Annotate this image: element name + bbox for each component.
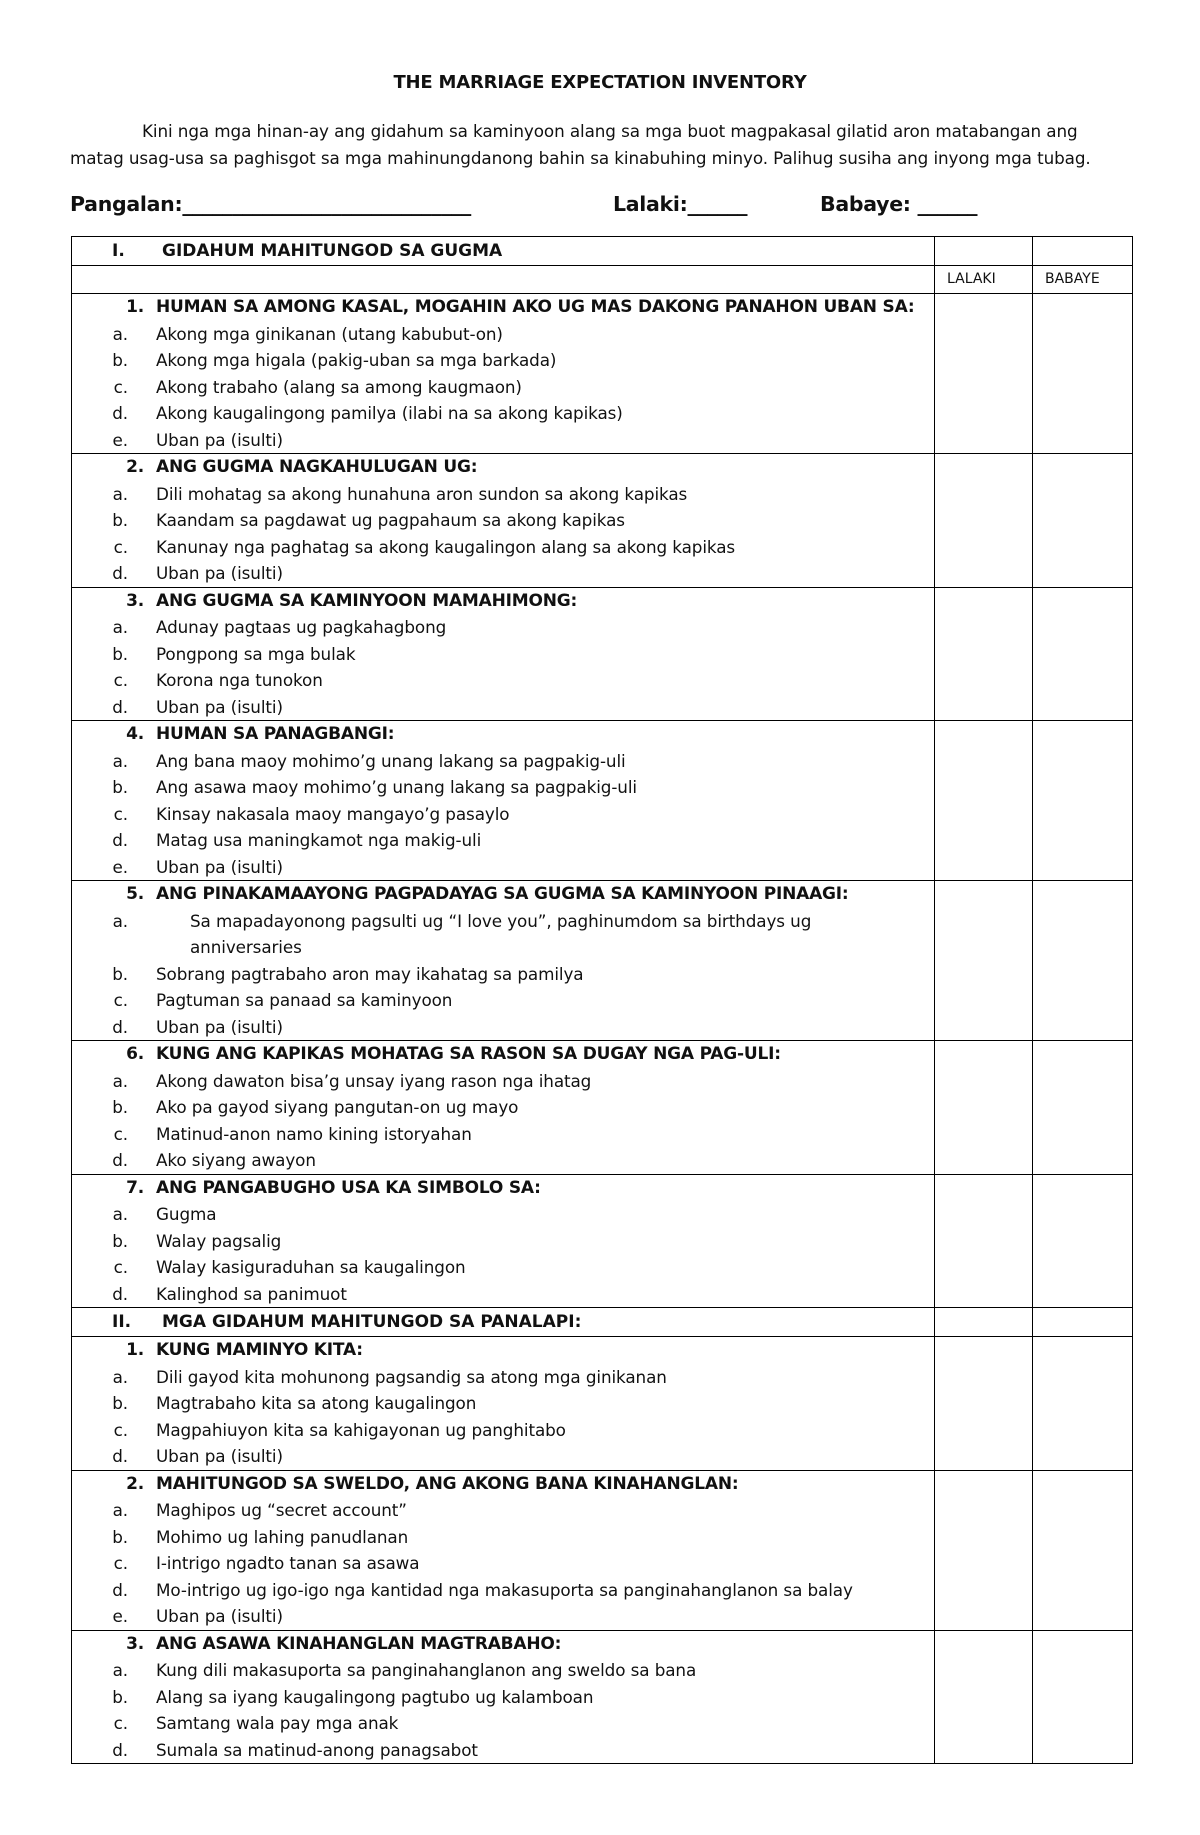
- option-item: [72, 481, 934, 508]
- option-text: Magpahiuyon kita sa kahigayonan ug panghitabo: [156, 1419, 566, 1440]
- option-letter: d.: [112, 1739, 128, 1760]
- option-text: Gugma: [156, 1204, 217, 1224]
- option-text: Akong mga higala (pakig-uban sa mga barkada): [156, 350, 557, 370]
- option-letter: e.: [112, 1606, 128, 1626]
- question-row: [72, 1470, 1133, 1630]
- question-text: ANG ASAWA KINAHANGLAN MAGTRABAHO:: [156, 1633, 562, 1654]
- option-letter: a.: [112, 483, 128, 504]
- question-heading: [72, 1041, 934, 1068]
- question-row: [72, 1337, 1133, 1471]
- question-heading: [72, 881, 934, 908]
- section-title-cell: [72, 237, 935, 266]
- option-item: [72, 1417, 934, 1444]
- intro-line: Kini nga mga hinan-ay ang gidahum sa kaminyoon alang sa mga buot magpakasal gilatid aron matabangan ang: [142, 121, 1078, 141]
- male-field[interactable]: Lalaki:______: [613, 192, 748, 216]
- option-letter: a.: [112, 617, 128, 637]
- option-letter: c.: [113, 536, 128, 557]
- option-item: [72, 1443, 934, 1470]
- option-text: Akong dawaton bisa’g unsay iyang rason nga ihatag: [156, 1070, 592, 1091]
- option-text: Uban pa (isulti): [156, 429, 283, 450]
- option-letter: d.: [112, 830, 128, 850]
- option-item: [72, 534, 934, 561]
- section-number: II.: [112, 1312, 132, 1332]
- section-title-cell: [72, 1308, 935, 1337]
- option-text: Sa mapadayonong pagsulti ug “I love you”, paghinumdom sa birthdays ug anniversaries: [190, 910, 812, 957]
- question-heading: [72, 588, 934, 615]
- option-text: Akong trabaho (alang sa among kaugmaon): [156, 376, 522, 397]
- option-letter: b.: [112, 1097, 128, 1117]
- option-text: Adunay pagtaas ug pagkahagbong: [156, 617, 447, 637]
- section-header-row: [72, 1308, 1133, 1337]
- question-cell: [72, 1337, 935, 1471]
- answer-cell-male[interactable]: [935, 1630, 1033, 1764]
- option-text: Maghipos ug “secret account”: [156, 1500, 407, 1520]
- answer-cell-female[interactable]: [1033, 587, 1133, 721]
- question-row: [72, 587, 1133, 721]
- answer-cell-male[interactable]: [935, 1470, 1033, 1630]
- option-letter: a.: [112, 323, 128, 344]
- option-text: Mo-intrigo ug igo-igo nga kantidad nga makasuporta sa panginahanglanon sa balay: [156, 1579, 853, 1600]
- option-item: [72, 1201, 934, 1228]
- option-item: [72, 748, 934, 775]
- column-header-male: LALAKI: [935, 266, 1033, 294]
- section-male-cell: [935, 1308, 1033, 1337]
- option-letter: a.: [112, 1500, 128, 1520]
- option-item: [72, 1603, 934, 1630]
- option-letter: a.: [112, 1660, 128, 1680]
- question-number: 3.: [126, 1633, 144, 1654]
- question-text: HUMAN SA AMONG KASAL, MOGAHIN AKO UG MAS DAKONG PANAHON UBAN SA:: [156, 297, 915, 317]
- option-letter: e.: [112, 856, 128, 877]
- option-text: Alang sa iyang kaugalingong pagtubo ug kalamboan: [156, 1686, 594, 1707]
- question-heading: [72, 454, 934, 481]
- question-cell: [72, 294, 935, 454]
- option-letter: b.: [112, 1686, 128, 1707]
- question-number: 2.: [126, 1473, 144, 1494]
- option-item: [72, 1390, 934, 1417]
- answer-cell-female[interactable]: [1033, 454, 1133, 588]
- answer-cell-male[interactable]: [935, 1174, 1033, 1308]
- option-item: [72, 560, 934, 587]
- answer-cell-female[interactable]: [1033, 1174, 1133, 1308]
- option-text: Ako siyang awayon: [156, 1150, 316, 1170]
- answer-cell-male[interactable]: [935, 1337, 1033, 1471]
- option-text: Magtrabaho kita sa atong kaugalingon: [156, 1393, 477, 1413]
- option-item: [72, 1121, 934, 1148]
- option-item: [72, 694, 934, 721]
- option-item: [72, 827, 934, 854]
- option-item: [72, 507, 934, 534]
- option-text: Matinud-anon namo kining istoryahan: [156, 1123, 472, 1144]
- question-text: HUMAN SA PANAGBANGI:: [156, 724, 395, 744]
- answer-cell-male[interactable]: [935, 1041, 1033, 1175]
- option-text: Uban pa (isulti): [156, 856, 283, 877]
- question-number: 2.: [126, 457, 144, 477]
- option-letter: c.: [113, 1257, 128, 1277]
- option-item: [72, 1281, 934, 1308]
- question-cell: [72, 1470, 935, 1630]
- option-item: [72, 321, 934, 348]
- option-letter: a.: [112, 1070, 128, 1091]
- intro-line: matag usag-usa sa paghisgot sa mga mahinungdanong bahin sa kinabuhing minyo. Palihug susiha ang inyong mga tubag.: [70, 148, 1091, 168]
- option-item: [72, 1014, 934, 1041]
- section-male-cell: [935, 237, 1033, 266]
- answer-cell-female[interactable]: [1033, 881, 1133, 1041]
- option-text: Ako pa gayod siyang pangutan-on ug mayo: [156, 1097, 519, 1117]
- option-item: [72, 667, 934, 694]
- option-text: Uban pa (isulti): [156, 1446, 283, 1466]
- option-text: Dili mohatag sa akong hunahuna aron sundon sa akong kapikas: [156, 483, 688, 504]
- option-text: Akong mga ginikanan (utang kabubut-on): [156, 323, 503, 344]
- question-cell: [72, 1174, 935, 1308]
- option-letter: b.: [112, 643, 128, 664]
- option-item: [72, 1364, 934, 1391]
- column-header-row: [72, 266, 1133, 294]
- option-text: Kanunay nga paghatag sa akong kaugalingon alang sa akong kapikas: [156, 536, 736, 557]
- option-text: Sumala sa matinud-anong panagsabot: [156, 1739, 478, 1760]
- option-letter: d.: [112, 1283, 128, 1304]
- option-text: Kung dili makasuporta sa panginahanglanon ang sweldo sa bana: [156, 1660, 697, 1680]
- option-letter: e.: [112, 429, 128, 450]
- option-letter: b.: [112, 510, 128, 530]
- option-letter: d.: [112, 1579, 128, 1600]
- option-item: [72, 1497, 934, 1524]
- option-item: [72, 400, 934, 427]
- question-text: ANG GUGMA SA KAMINYOON MAMAHIMONG:: [156, 590, 578, 611]
- question-row: [72, 1630, 1133, 1764]
- question-row: [72, 881, 1133, 1041]
- question-heading: [72, 294, 934, 321]
- option-text: Ang asawa maoy mohimo’g unang lakang sa pagpakig-uli: [156, 777, 637, 797]
- question-number: 6.: [126, 1044, 144, 1064]
- option-text: I-intrigo ngadto tanan sa asawa: [156, 1553, 420, 1573]
- question-number: 1.: [126, 1340, 144, 1360]
- option-letter: d.: [112, 696, 128, 717]
- section-female-cell: [1033, 1308, 1133, 1337]
- question-cell: [72, 1630, 935, 1764]
- option-letter: c.: [113, 990, 128, 1010]
- answer-cell-male[interactable]: [935, 721, 1033, 881]
- option-item: [72, 1524, 934, 1551]
- option-text: Uban pa (isulti): [156, 1016, 283, 1037]
- option-item: [72, 1147, 934, 1174]
- question-number: 7.: [126, 1177, 144, 1198]
- question-heading: [72, 1337, 934, 1364]
- name-field[interactable]: Pangalan:_____________________________: [70, 192, 471, 216]
- option-item: [72, 347, 934, 374]
- option-letter: b.: [112, 1230, 128, 1251]
- option-letter: b.: [112, 1526, 128, 1547]
- option-letter: a.: [112, 910, 128, 931]
- answer-cell-male[interactable]: [935, 294, 1033, 454]
- question-text: ANG GUGMA NAGKAHULUGAN UG:: [156, 457, 478, 477]
- section-title: GIDAHUM MAHITUNGOD SA GUGMA: [162, 241, 503, 261]
- option-text: Akong kaugalingong pamilya (ilabi na sa akong kapikas): [156, 403, 623, 423]
- option-text: Ang bana maoy mohimo’g unang lakang sa pagpakig-uli: [156, 750, 626, 771]
- answer-cell-female[interactable]: [1033, 1337, 1133, 1471]
- option-letter: d.: [112, 563, 128, 583]
- option-item: [72, 614, 934, 641]
- answer-cell-female[interactable]: [1033, 1470, 1133, 1630]
- question-number: 4.: [126, 724, 144, 744]
- question-text: ANG PINAKAMAAYONG PAGPADAYAG SA GUGMA SA KAMINYOON PINAAGI:: [156, 884, 849, 904]
- question-row: [72, 721, 1133, 881]
- question-cell: [72, 587, 935, 721]
- answer-cell-male[interactable]: [935, 881, 1033, 1041]
- option-item: [72, 1577, 934, 1604]
- female-field[interactable]: Babaye: ______: [820, 192, 978, 216]
- option-item: [72, 427, 934, 454]
- option-text: Uban pa (isulti): [156, 563, 283, 583]
- option-letter: b.: [112, 1393, 128, 1413]
- column-header-female: BABAYE: [1033, 266, 1133, 294]
- option-letter: b.: [112, 350, 128, 370]
- option-item: [72, 987, 934, 1014]
- answer-cell-female[interactable]: [1033, 1041, 1133, 1175]
- option-item: [72, 1068, 934, 1095]
- answer-cell-male[interactable]: [935, 454, 1033, 588]
- option-letter: c.: [113, 1419, 128, 1440]
- answer-cell-female[interactable]: [1033, 721, 1133, 881]
- option-letter: b.: [112, 777, 128, 797]
- option-item: [72, 908, 934, 961]
- question-text: KUNG MAMINYO KITA:: [156, 1340, 363, 1360]
- question-cell: [72, 721, 935, 881]
- option-item: [72, 854, 934, 881]
- question-heading: [72, 1175, 934, 1202]
- option-letter: c.: [113, 803, 128, 824]
- question-number: 3.: [126, 590, 144, 611]
- option-letter: a.: [112, 1366, 128, 1387]
- question-cell: [72, 881, 935, 1041]
- option-item: [72, 1710, 934, 1737]
- question-row: [72, 294, 1133, 454]
- document-title: THE MARRIAGE EXPECTATION INVENTORY: [393, 72, 807, 93]
- option-item: [72, 1684, 934, 1711]
- section-number: I.: [112, 241, 125, 261]
- question-row: [72, 454, 1133, 588]
- option-text: Sobrang pagtrabaho aron may ikahatag sa pamilya: [156, 963, 584, 984]
- option-text: Kaandam sa pagdawat ug pagpahaum sa akong kapikas: [156, 510, 625, 530]
- option-item: [72, 801, 934, 828]
- option-text: Uban pa (isulti): [156, 696, 283, 717]
- option-letter: d.: [112, 1016, 128, 1037]
- option-item: [72, 961, 934, 988]
- question-cell: [72, 1041, 935, 1175]
- option-letter: a.: [112, 1204, 128, 1224]
- question-text: ANG PANGABUGHO USA KA SIMBOLO SA:: [156, 1177, 541, 1198]
- question-heading: [72, 1471, 934, 1498]
- respondent-fields: [0, 192, 1200, 222]
- option-text: Matag usa maningkamot nga makig-uli: [156, 830, 482, 850]
- question-heading: [72, 1631, 934, 1658]
- option-text: Dili gayod kita mohunong pagsandig sa atong mga ginikanan: [156, 1366, 667, 1387]
- option-text: Kinsay nakasala maoy mangayo’g pasaylo: [156, 803, 510, 824]
- intro-paragraph: [70, 118, 1132, 172]
- option-text: Uban pa (isulti): [156, 1606, 283, 1626]
- option-letter: a.: [112, 750, 128, 771]
- question-cell: [72, 454, 935, 588]
- section-title: MGA GIDAHUM MAHITUNGOD SA PANALAPI:: [162, 1312, 582, 1332]
- option-item: [72, 1550, 934, 1577]
- answer-cell-female[interactable]: [1033, 1630, 1133, 1764]
- question-number: 5.: [126, 884, 144, 904]
- question-row: [72, 1041, 1133, 1175]
- option-item: [72, 774, 934, 801]
- inventory-table: [71, 236, 1133, 1764]
- option-item: [72, 1094, 934, 1121]
- option-item: [72, 1737, 934, 1764]
- option-letter: d.: [112, 403, 128, 423]
- answer-cell-male[interactable]: [935, 587, 1033, 721]
- option-text: Kalinghod sa panimuot: [156, 1283, 347, 1304]
- option-item: [72, 374, 934, 401]
- option-item: [72, 1657, 934, 1684]
- column-header-blank: [72, 266, 935, 294]
- answer-cell-female[interactable]: [1033, 294, 1133, 454]
- option-text: Samtang wala pay mga anak: [156, 1713, 399, 1733]
- question-number: 1.: [126, 297, 144, 317]
- option-letter: d.: [112, 1150, 128, 1170]
- section-female-cell: [1033, 237, 1133, 266]
- option-text: Pongpong sa mga bulak: [156, 643, 356, 664]
- option-text: Korona nga tunokon: [156, 670, 323, 690]
- option-text: Pagtuman sa panaad sa kaminyoon: [156, 990, 453, 1010]
- option-letter: b.: [112, 963, 128, 984]
- question-text: KUNG ANG KAPIKAS MOHATAG SA RASON SA DUGAY NGA PAG-ULI:: [156, 1044, 781, 1064]
- question-text: MAHITUNGOD SA SWELDO, ANG AKONG BANA KINAHANGLAN:: [156, 1473, 739, 1494]
- option-letter: c.: [113, 1713, 128, 1733]
- section-header-row: [72, 237, 1133, 266]
- option-letter: c.: [113, 670, 128, 690]
- option-item: [72, 1228, 934, 1255]
- question-row: [72, 1174, 1133, 1308]
- option-letter: c.: [113, 376, 128, 397]
- option-text: Mohimo ug lahing panudlanan: [156, 1526, 409, 1547]
- option-letter: d.: [112, 1446, 128, 1466]
- question-heading: [72, 721, 934, 748]
- option-letter: c.: [113, 1123, 128, 1144]
- option-text: Walay pagsalig: [156, 1230, 282, 1251]
- option-item: [72, 641, 934, 668]
- option-letter: c.: [113, 1553, 128, 1573]
- option-item: [72, 1254, 934, 1281]
- option-text: Walay kasiguraduhan sa kaugalingon: [156, 1257, 466, 1277]
